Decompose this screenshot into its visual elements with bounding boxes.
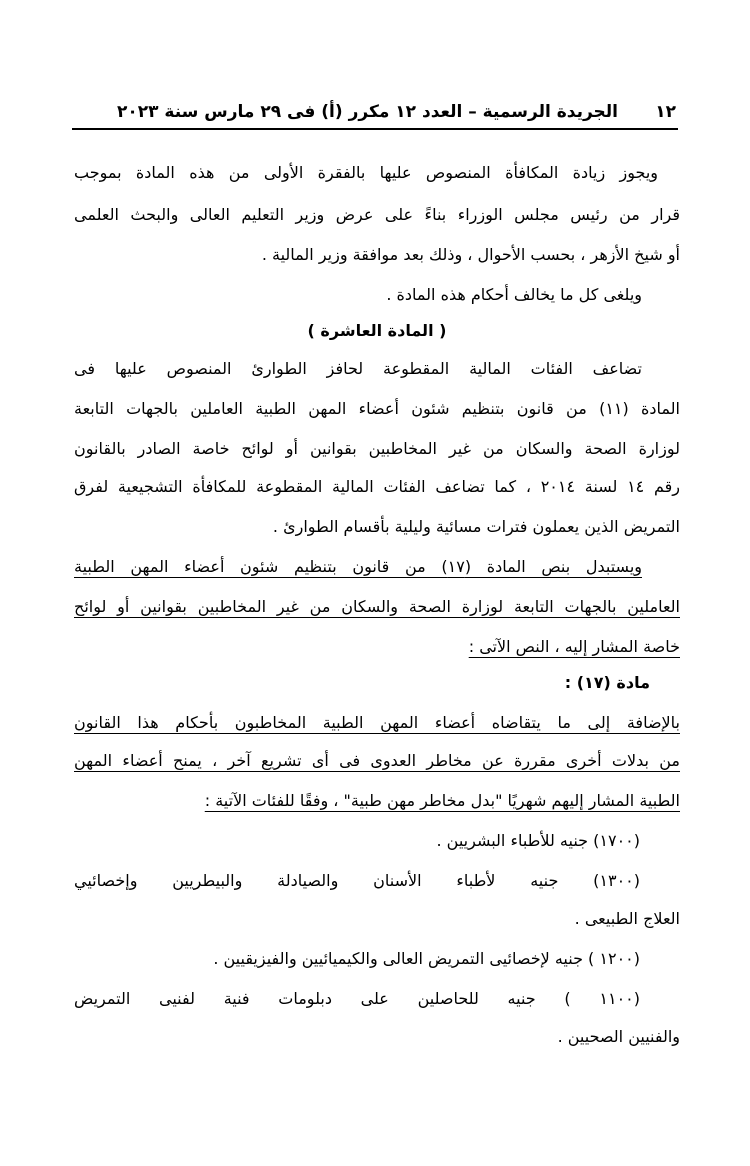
text-line: تضاعف الفئات المالية المقطوعة لحافز الطوارئ المنصوص عليها فى [74,359,642,378]
text-line: (١٣٠٠) جنيه لأطباء الأسنان والصيادلة والبيطريين وإخصائيي [74,871,640,890]
page-header [72,96,678,130]
text-line: الطبية المشار إليهم شهريًا "بدل مخاطر مهن طبية" ، وفقًا للفئات الآتية : [204,791,680,810]
text-line: (١١٠٠ ) جنيه للحاصلين على دبلومات فنية لفنيى التمريض [74,989,640,1008]
text-line: ويستبدل بنص المادة (١٧) من قانون بتنظيم شئون أعضاء المهن الطبية [74,557,642,576]
text-line: التمريض الذين يعملون فترات مسائية وليلية بأقسام الطوارئ . [272,517,680,536]
article-label: مادة (١٧) : [564,673,650,692]
text-line: من بدلات أخرى مقررة عن مخاطر العدوى فى أى تشريع آخر ، يمنح أعضاء المهن [74,751,680,770]
text-line: لوزارة الصحة والسكان من غير المخاطبين بقوانين أو لوائح خاصة الصادر بالقانون [74,439,680,458]
gazette-title: الجريدة الرسمية – العدد ١٢ مكرر (أ) فى ٢٩ مارس سنة ٢٠٢٣ [116,102,618,122]
text-line: المادة (١١) من قانون بتنظيم شئون أعضاء المهن الطبية العاملين بالجهات التابعة [74,399,681,418]
text-line: العلاج الطبيعى . [574,909,680,928]
text-line: رقم ١٤ لسنة ٢٠١٤ ، كما تضاعف الفئات المالية المقطوعة للمكافأة التشجيعية لفرق [74,477,681,496]
text-line: (١٢٠٠ ) جنيه لإخصائيى التمريض العالى والكيميائيين والفيزيقيين . [213,949,640,968]
page-number: ١٢ [655,102,676,122]
text-line: قرار من رئيس مجلس الوزراء بناءً على عرض وزير التعليم العالى والبحث العلمى [74,205,680,224]
text-line: العاملين بالجهات التابعة لوزارة الصحة والسكان من غير المخاطبين بقوانين أو لوائح [74,597,680,616]
text-line: بالإضافة إلى ما يتقاضاه أعضاء المهن الطبية المخاطبون بأحكام هذا القانون [74,713,680,732]
text-line: ويلغى كل ما يخالف أحكام هذه المادة . [386,285,642,304]
text-line: خاصة المشار إليه ، النص الآتى : [468,637,680,656]
text-line: ويجوز زيادة المكافأة المنصوص عليها بالفقرة الأولى من هذه المادة بموجب [74,163,658,182]
text-line: أو شيخ الأزهر ، بحسب الأحوال ، وذلك بعد موافقة وزير المالية . [261,245,680,264]
text-line: والفنيين الصحيين . [557,1027,680,1046]
text-line: (١٧٠٠) جنيه للأطباء البشريين . [436,831,640,850]
article-heading: ( المادة العاشرة ) [307,321,447,340]
